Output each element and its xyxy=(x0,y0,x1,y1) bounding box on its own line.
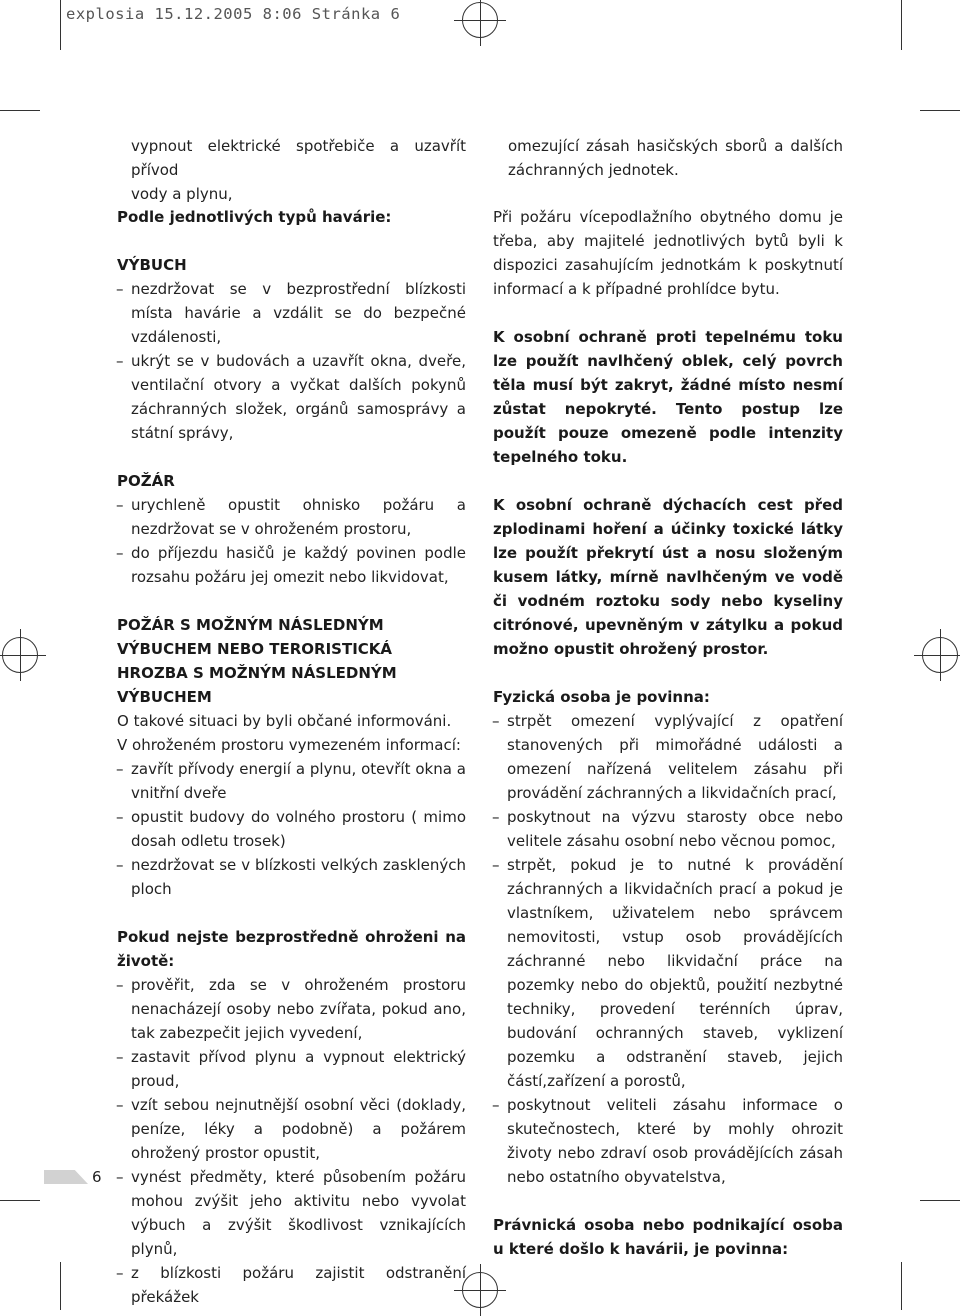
crop-mark xyxy=(901,1262,902,1310)
list-item: – poskytnout na výzvu starosty obce nebo velitele zásahu osobní nebo věcnou pomoc, xyxy=(493,805,843,853)
list-item: – vynést předměty, které působením požáru mohou zvýšit jeho aktivitu nebo vyvolat výbuch a zvýšit škodlivost vznikajících plynů, xyxy=(117,1165,466,1261)
crop-mark xyxy=(901,0,902,50)
list-item: – do příjezdu hasičů je každý povinen podle rozsahu požáru jej omezit nebo likvidovat, xyxy=(117,541,466,589)
heading-vybuch: VÝBUCH xyxy=(117,256,187,274)
registration-mark xyxy=(462,2,498,38)
intro-text: omezující zásah hasičských sborů a dalších záchranných jednotek. xyxy=(508,137,843,179)
list-item: – urychleně opustit ohnisko požáru a nezdržovat se v ohroženém prostoru, xyxy=(117,493,466,541)
print-slug: explosia 15.12.2005 8:06 Stránka 6 xyxy=(66,5,401,23)
registration-mark xyxy=(922,637,958,673)
page-number-tab xyxy=(44,1170,88,1184)
teror-text: O takové situaci by byli občané informováni. xyxy=(117,712,452,730)
heading-types: Podle jednotlivých typů havárie: xyxy=(117,208,392,226)
list-item: – ukrýt se v budovách a uzavřít okna, dveře, ventilační otvory a vyčkat dalších pokynů záchranných složek, orgánů samosprávy a státní správy, xyxy=(117,349,466,445)
list-item: – z blízkosti požáru zajistit odstranění překážek xyxy=(117,1261,466,1309)
paragraph-breath: K osobní ochraně dýchacích cest před zplodinami hoření a účinky toxické látky lze použít překrytí úst a nosu složeným kusem látky, mírně navlhčeným ve vodě či vodném roztoku sody nebo kyseliny citrónové, upevněným v zátylku a pokud možno opustit ohrožený prostor. xyxy=(493,496,843,658)
crop-mark xyxy=(60,1262,61,1310)
crop-mark xyxy=(0,1200,40,1201)
heading-pravnicka: Právnická osoba nebo podnikající osoba u které došlo k havárii, je povinna: xyxy=(493,1216,843,1258)
list-item: – strpět, pokud je to nutné k provádění záchranných a likvidačních prací a pokud je vlastníkem, uživatelem nebo správcem nemovitosti, vstup osob provádějících záchranné nebo likvidační práce na pozemky nebo do objektů, použití nezbytné techniky, provedení terénních úprav, budování ochranných staveb, vyklizení pozemku a odstranění staveb, jejich částí,zařízení a porostů, xyxy=(493,853,843,1093)
list-item: – vzít sebou nejnutnější osobní věci (doklady, peníze, léky a podobně) a požárem ohrožený prostor opustit, xyxy=(117,1093,466,1165)
teror-text: V ohroženém prostoru vymezeném informací: xyxy=(117,736,461,754)
crop-mark xyxy=(920,1200,960,1201)
list-item: – prověřit, zda se v ohroženém prostoru nenacházejí osoby nebo zvířata, pokud ano, tak zabezpečit jejich vyvedení, xyxy=(117,973,466,1045)
heading-danger: Pokud nejste bezprostředně ohroženi na životě: xyxy=(117,928,466,970)
paragraph-building: Při požáru vícepodlažního obytného domu je třeba, aby majitelé jednotlivých bytů byli k dispozici zasahujícím jednotkám k poskytnutí informací a k případné prohlídce bytu. xyxy=(493,208,843,298)
left-column xyxy=(117,205,466,1309)
intro-line-1: vypnout elektrické spotřebiče a uzavřít přívod xyxy=(131,137,466,179)
intro-line-2: vody a plynu, xyxy=(131,185,233,203)
crop-mark xyxy=(60,0,61,50)
right-column xyxy=(493,205,843,1261)
list-item: – nezdržovat se v bezprostřední blízkosti místa havárie a vzdálit se do bezpečné vzdálenosti, xyxy=(117,277,466,349)
list-item: – zavřít přívody energií a plynu, otevřít okna a vnitřní dveře xyxy=(117,757,466,805)
right-intro xyxy=(508,134,843,182)
list-item: – strpět omezení vyplývající z opatření stanovených při mimořádné události a omezení nařízená velitelem zásahu při provádění záchranných a likvidačních prací, xyxy=(493,709,843,805)
page-number: 6 xyxy=(92,1168,102,1186)
crop-mark xyxy=(920,110,960,111)
crop-mark xyxy=(0,110,40,111)
paragraph-heat: K osobní ochraně proti tepelnému toku lze použít navlhčený oblek, celý povrch těla musí být zakryt, žádné místo nesmí zůstat nepokryté. Tento postup lze použít pouze omezeně podle intenzity tepelného toku. xyxy=(493,328,843,466)
heading-teror: POŽÁR S MOŽNÝM NÁSLEDNÝM VÝBUCHEM NEBO TERORISTICKÁ HROZBA S MOŽNÝM NÁSLEDNÝM VÝBUCHEM xyxy=(117,616,397,706)
registration-mark xyxy=(2,637,38,673)
heading-fyzicka: Fyzická osoba je povinna: xyxy=(493,688,710,706)
list-item: – nezdržovat se v blízkosti velkých zasklených ploch xyxy=(117,853,466,901)
left-intro xyxy=(131,134,466,206)
list-item: – opustit budovy do volného prostoru ( mimo dosah odletu trosek) xyxy=(117,805,466,853)
heading-pozar: POŽÁR xyxy=(117,472,175,490)
list-item: – zastavit přívod plynu a vypnout elektrický proud, xyxy=(117,1045,466,1093)
list-item: – poskytnout veliteli zásahu informace o skutečnostech, které by mohly ohrozit životy nebo zdraví osob provádějících zásah nebo ostatního obyvatelstva, xyxy=(493,1093,843,1189)
registration-mark xyxy=(462,1272,498,1308)
